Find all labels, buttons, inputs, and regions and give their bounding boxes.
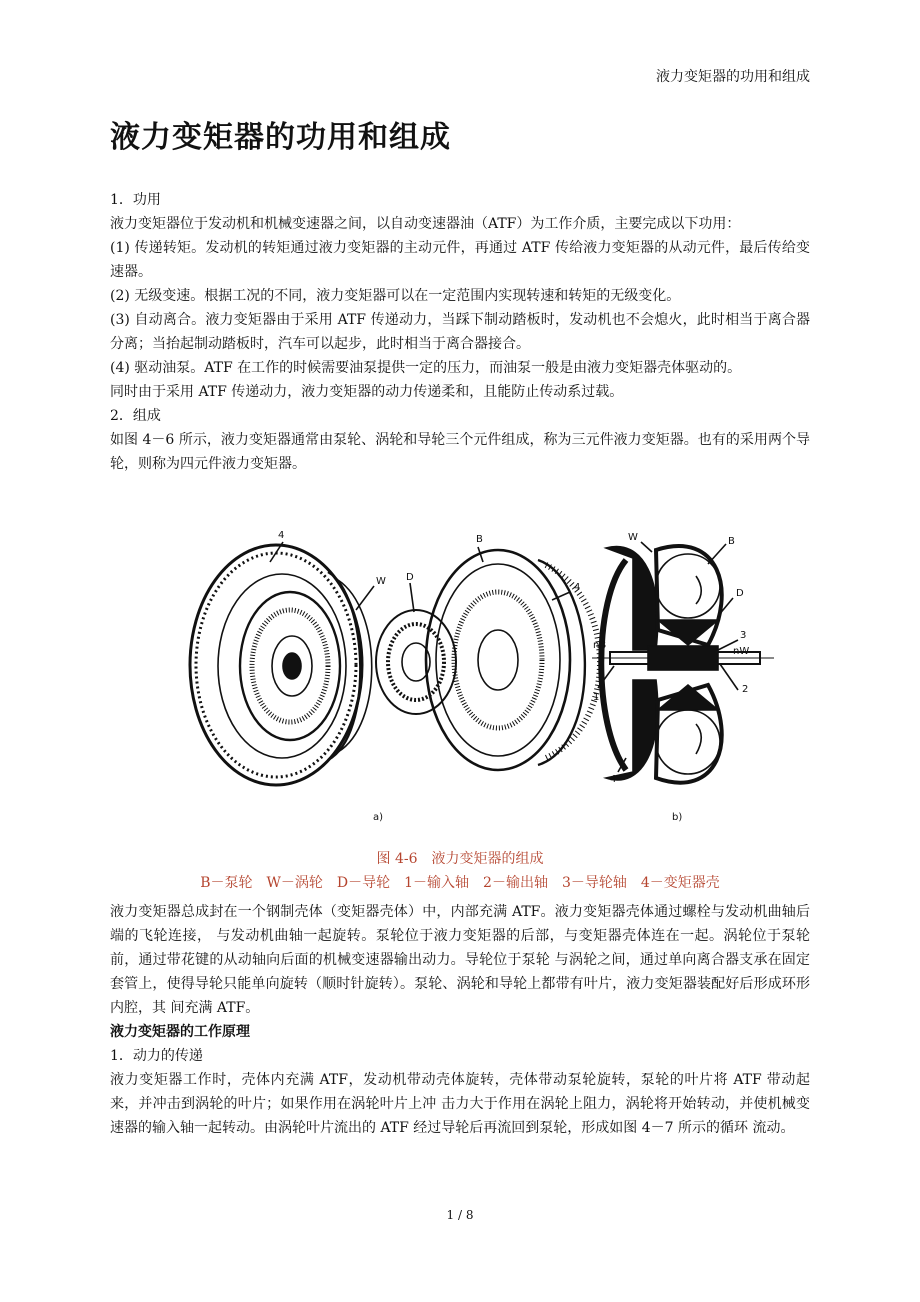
function-item-3: (3) 自动离合。液力变矩器由于采用 ATF 传递动力，当踩下制动踏板时，发动机也不会熄火，此时相当于离合器分离；当抬起制动踏板时，汽车可以起步，此时相当于离合器接合。 xyxy=(110,312,810,352)
label-b-2: 2 xyxy=(742,684,749,695)
label-a-4b: 4 xyxy=(574,582,581,593)
torque-converter-figure xyxy=(178,520,774,838)
function-summary: 同时由于采用 ATF 传递动力，液力变矩器的动力传递柔和，且能防止传动系过载。 xyxy=(110,384,624,400)
label-a-b: B xyxy=(476,534,483,545)
label-b-nb: nB xyxy=(593,640,607,651)
function-item-4: (4) 驱动油泵。ATF 在工作的时候需要油泵提供一定的压力，而油泵一般是由液力变矩器壳体驱动的。 xyxy=(110,360,742,376)
label-a-sub: a) xyxy=(373,812,384,823)
label-b-d: D xyxy=(736,588,744,599)
label-a-d: D xyxy=(406,572,414,583)
page-number: 1 / 8 xyxy=(446,1208,474,1222)
section-function xyxy=(110,188,810,476)
figure-caption-legend: B－泵轮 W－涡轮 D－导轮 1－输入轴 2－输出轴 3－导轮轴 4－变矩器壳 xyxy=(200,875,720,891)
composition-text: 如图 4－6 所示，液力变矩器通常由泵轮、涡轮和导轮三个元件组成，称为三元件液力变矩器。也有的采用两个导轮，则称为四元件液力变矩器。 xyxy=(110,432,810,472)
running-header: 液力变矩器的功用和组成 xyxy=(656,69,810,85)
label-a-w: W xyxy=(376,576,386,587)
label-b-4: 4 xyxy=(610,774,617,785)
label-b-1: 1 xyxy=(593,692,600,703)
function-item-1: (1) 传递转矩。发动机的转矩通过液力变矩器的主动元件，再通过 ATF 传给液力变矩器的从动元件，最后传给变速器。 xyxy=(110,240,810,280)
label-a-4: 4 xyxy=(278,530,285,541)
function-item-2: (2) 无级变速。根据工况的不同，液力变矩器可以在一定范围内实现转速和转矩的无级变化。 xyxy=(110,288,681,304)
function-intro: 液力变矩器位于发动机和机械变速器之间，以自动变速器油（ATF）为工作介质，主要完成以下功用： xyxy=(110,216,741,232)
power-transfer-text: 液力变矩器工作时，壳体内充满 ATF，发动机带动壳体旋转，壳体带动泵轮旋转，泵轮的叶片将 ATF 带动起来，并冲击到涡轮的叶片；如果作用在涡轮叶片上冲 击力大于作用在涡轮上阻力，涡轮将开始转动，并使机械变速器的输入轴一起转动。由涡轮叶片流出的 ATF 经过导轮后再流回到泵轮，形成如图 4－7 所示的循环 流动。 xyxy=(110,1072,810,1136)
subheading-power-transfer: 1．动力的传递 xyxy=(110,1048,203,1064)
label-b-nw: nW xyxy=(733,646,750,657)
label-b-w: W xyxy=(628,532,638,543)
label-b-b: B xyxy=(728,536,735,547)
page-title: 液力变矩器的功用和组成 xyxy=(110,120,451,155)
section-heading-function: 1．功用 xyxy=(110,192,161,208)
section-heading-principle: 液力变矩器的工作原理 xyxy=(110,1024,250,1040)
section-heading-composition: 2．组成 xyxy=(110,408,161,424)
housing-paragraph: 液力变矩器总成封在一个钢制壳体（变矩器壳体）中，内部充满 ATF。液力变矩器壳体通过螺栓与发动机曲轴后端的飞轮连接， 与发动机曲轴一起旋转。泵轮位于液力变矩器的后部，与变矩器壳体连在一起。涡轮位于泵轮前，通过带花键的从动轴向后面的机械变速器输出动力。导轮位于泵轮 与涡轮之间，通过单向离合器支承在固定套管上，使得导轮只能单向旋转（顺时针旋转）。泵轮、涡轮和导轮上都带有叶片，液力变矩器装配好后形成环形内腔，其 间充满 ATF。 xyxy=(110,904,810,1016)
section-body xyxy=(110,900,810,1140)
label-b-sub: b) xyxy=(672,812,683,823)
figure-caption-title: 图 4-6 液力变矩器的组成 xyxy=(376,851,544,867)
label-b-3: 3 xyxy=(740,630,747,641)
